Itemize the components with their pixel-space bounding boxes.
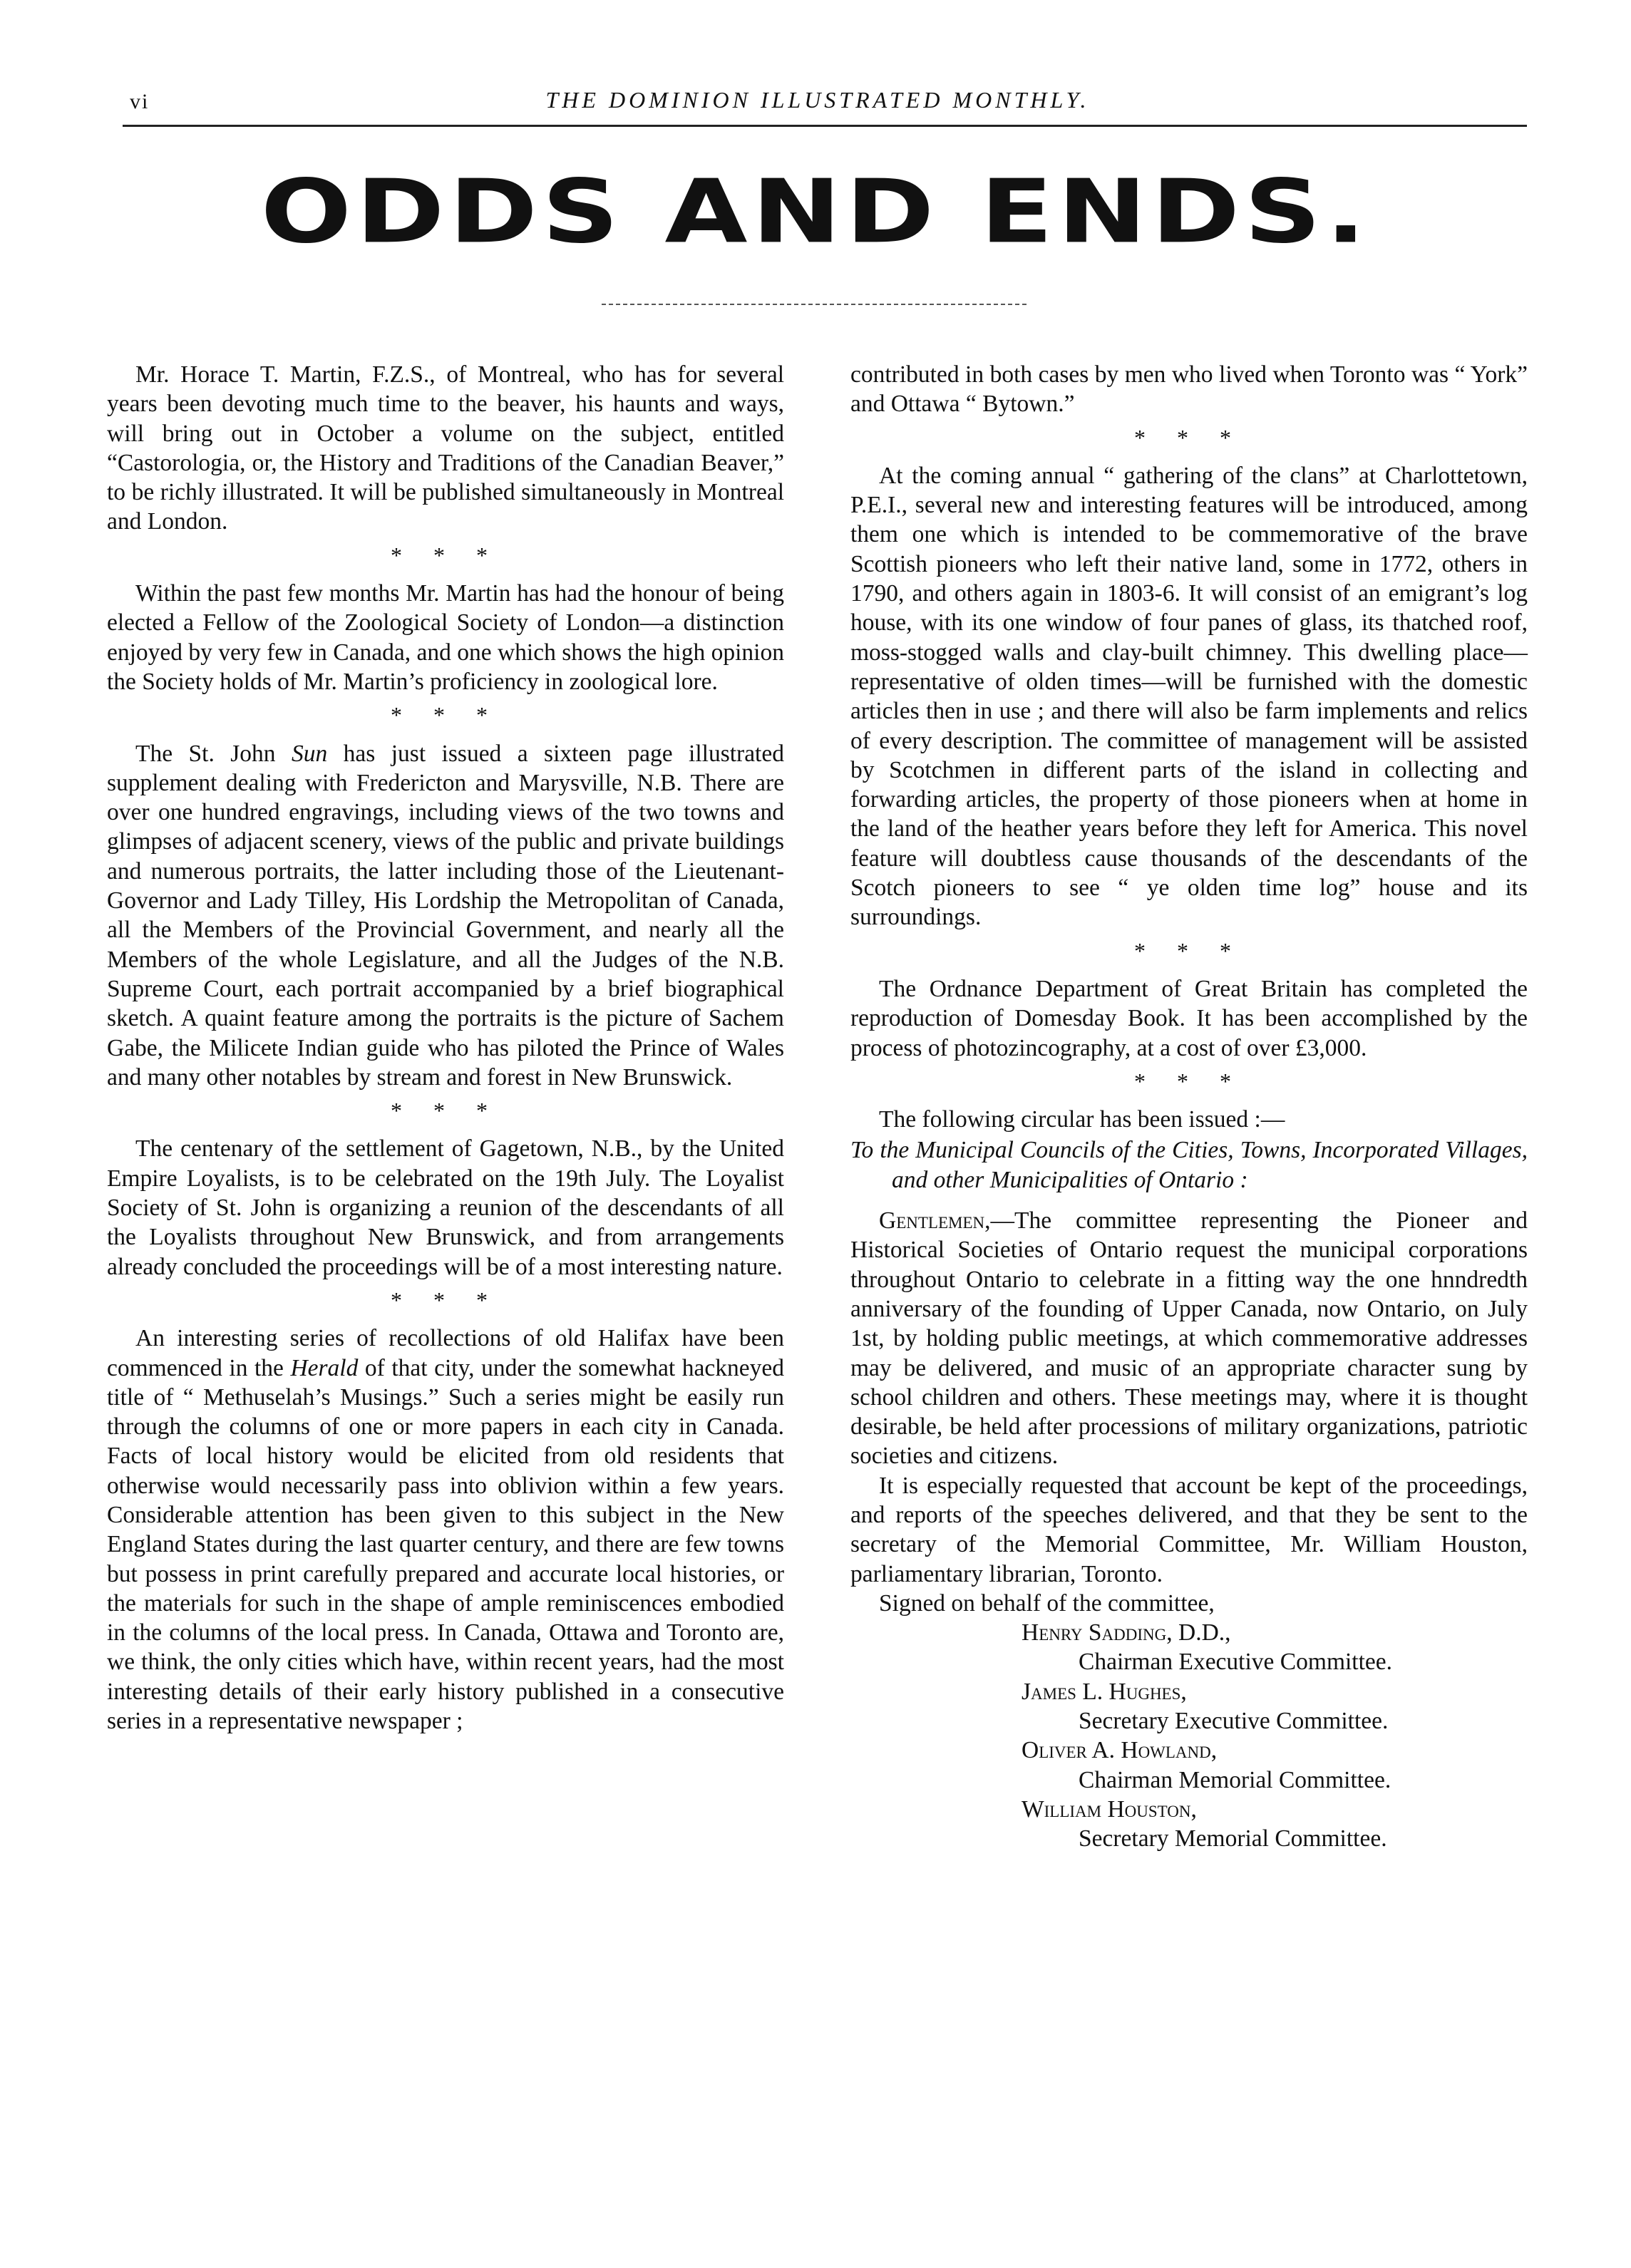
masthead-title: ODDS AND ENDS.	[260, 161, 1371, 263]
section-separator: * * *	[1134, 424, 1244, 450]
section-separator: * * *	[391, 542, 500, 568]
section-separator: * * *	[391, 1098, 500, 1124]
salutation: Gentlemen,	[879, 1207, 991, 1234]
paragraph-zoological-society: Within the past few months Mr. Martin has had the honour of being elected a Fellow of the Zoological Society of London—a distinction enjoyed by very few in Canada, and one which shows the high opinion the Society holds of Mr. Martin’s proficiency in zoological lore.	[107, 580, 784, 695]
paragraph-gagetown: The centenary of the settlement of Gagetown, N.B., by the United Empire Loyalists, is to be celebrated on the 19th July. The Loyalist Society of St. John is organizing a reunion of the descendants of all the Loyalists throughout New Brunswick, and from arrangements already concluded the proceedings will be of a most interesting nature.	[107, 1135, 784, 1280]
newspaper-name: Sun	[291, 740, 328, 767]
running-title: THE DOMINION ILLUSTRATED MONTHLY.	[545, 87, 1090, 113]
paragraph-continuation: contributed in both cases by men who lived when Toronto was “ York” and Ottawa “ Bytown.”	[850, 361, 1528, 418]
paragraph-circular-request: It is especially requested that account be kept of the proceedings, and reports of the speeches delivered, and that they be sent to the secretary of the Memorial Committee, Mr. William Houston, parliamentary librarian, Toronto.	[850, 1472, 1528, 1587]
signer-role: Chairman Memorial Committee.	[1079, 1766, 1391, 1793]
paragraph-circular-body: Gentlemen,—The committee representing the Pioneer and Historical Societies of Ontario request the municipal corporations throughout Ontario to celebrate in a fitting way the one hnndredth anniversary of the founding of Upper Canada, now Ontario, on July 1st, by holding public meetings, at which commemorative addresses may be delivered, and music of an appropriate character sung by school children and others. These meetings may, where it is thought desirable, be held after processions of military organizations, patriotic societies and citizens.	[850, 1207, 1528, 1470]
signer-role: Secretary Memorial Committee.	[1079, 1825, 1387, 1852]
signer-block	[850, 1618, 1528, 1853]
section-separator: * * *	[391, 702, 500, 728]
section-separator: * * *	[1134, 1068, 1244, 1094]
running-header	[108, 84, 1527, 127]
signature-intro: Signed on behalf of the committee,	[879, 1589, 1215, 1617]
paragraph-castorologia: Mr. Horace T. Martin, F.Z.S., of Montreal, who has for several years been devoting much time to the beaver, his haunts and ways, will bring out in October a volume on the subject, entitled “Castorologia, or, the History and Traditions of the Canadian Beaver,” to be richly illustrated. It will be published simultaneously in Montreal and London.	[107, 361, 784, 535]
signer-name: William Houston,	[1022, 1795, 1197, 1823]
paragraph-halifax-herald: An interesting series of recollections of old Halifax have been commenced in the Herald of that city, under the somewhat hackneyed title of “ Methuselah’s Musings.” Such a series might be easily run through the columns of one or more papers in each city in Canada. Facts of local history would be elicited from old residents that otherwise would necessarily pass into oblivion within a few years. Considerable attention has been given to this subject in the New England States during the last quarter century, and there are few towns but possess in print carefully prepared and accurate local histories, or the materials for such in the shape of ample reminiscences embodied in the columns of the local press. In Canada, Ottawa and Toronto are, we think, the only cities which have, within recent years, had the most interesting details of their early history published in a consecutive series in a representative newspaper ;	[107, 1325, 784, 1735]
left-column	[107, 360, 784, 1736]
masthead-divider	[602, 304, 1027, 305]
section-separator: * * *	[391, 1287, 500, 1313]
newspaper-name: Herald	[290, 1354, 359, 1381]
signer-name: Henry Sadding, D.D.,	[1022, 1619, 1231, 1646]
signer-name: Oliver A. Howland,	[1022, 1737, 1218, 1764]
paragraph-circular-intro: The following circular has been issued :—	[879, 1106, 1285, 1133]
circular-address: To the Municipal Councils of the Cities, Towns, Incorporated Villages, and other Municipalities of Ontario :	[850, 1137, 1528, 1193]
page-number: vi	[130, 90, 150, 113]
header-rule	[123, 125, 1527, 127]
paragraph-gathering-of-clans: At the coming annual “ gathering of the clans” at Charlottetown, P.E.I., several new and interesting features will be introduced, among them one which is intended to be commemorative of the brave Scottish pioneers who left their native land, some in 1772, others in 1790, and others again in 1803-6. It will consist of an emigrant’s log house, with its one window of four panes of glass, its thatched roof, moss-stogged walls and clay-built chimney. This dwelling place—representative of olden times—will be furnished with the domestic articles then in use ; and there will also be farm implements and relics of every description. The committee of management will be assisted by Scotchmen in different parts of the island in collecting and forwarding articles, the property of those pioneers when at home in the land of the heather years before they left for America. This novel feature will doubtless cause thousands of the descendants of the Scotch pioneers to see “ ye olden time log” house and its surroundings.	[850, 462, 1528, 931]
signer-name: James L. Hughes,	[1022, 1678, 1187, 1705]
signer-role: Chairman Executive Committee.	[1079, 1649, 1393, 1676]
paragraph-st-john-sun: The St. John Sun has just issued a sixteen page illustrated supplement dealing with Fredericton and Marysville, N.B. There are over one hundred engravings, including views of the two towns and glimpses of adjacent scenery, views of the public and private buildings and numerous portraits, the latter including those of the Lieutenant-Governor and Lady Tilley, His Lordship the Metropolitan of Canada, all the Members of the Provincial Government, and nearly all the Members of the whole Legislature, and all the Judges of the N.B. Supreme Court, each portrait accompanied by a brief biographical sketch. A quaint feature among the portraits is the picture of Sachem Gabe, the Milicete Indian guide who has piloted the Prince of Wales and many other notables by stream and forest in New Brunswick.	[107, 740, 784, 1091]
right-column	[850, 360, 1528, 1854]
paragraph-domesday-book: The Ordnance Department of Great Britain has completed the reproduction of Domesday Book. It has been accomplished by the process of photozincography, at a cost of over £3,000.	[850, 975, 1528, 1061]
signer-role: Secretary Executive Committee.	[1079, 1708, 1389, 1735]
section-separator: * * *	[1134, 937, 1244, 964]
